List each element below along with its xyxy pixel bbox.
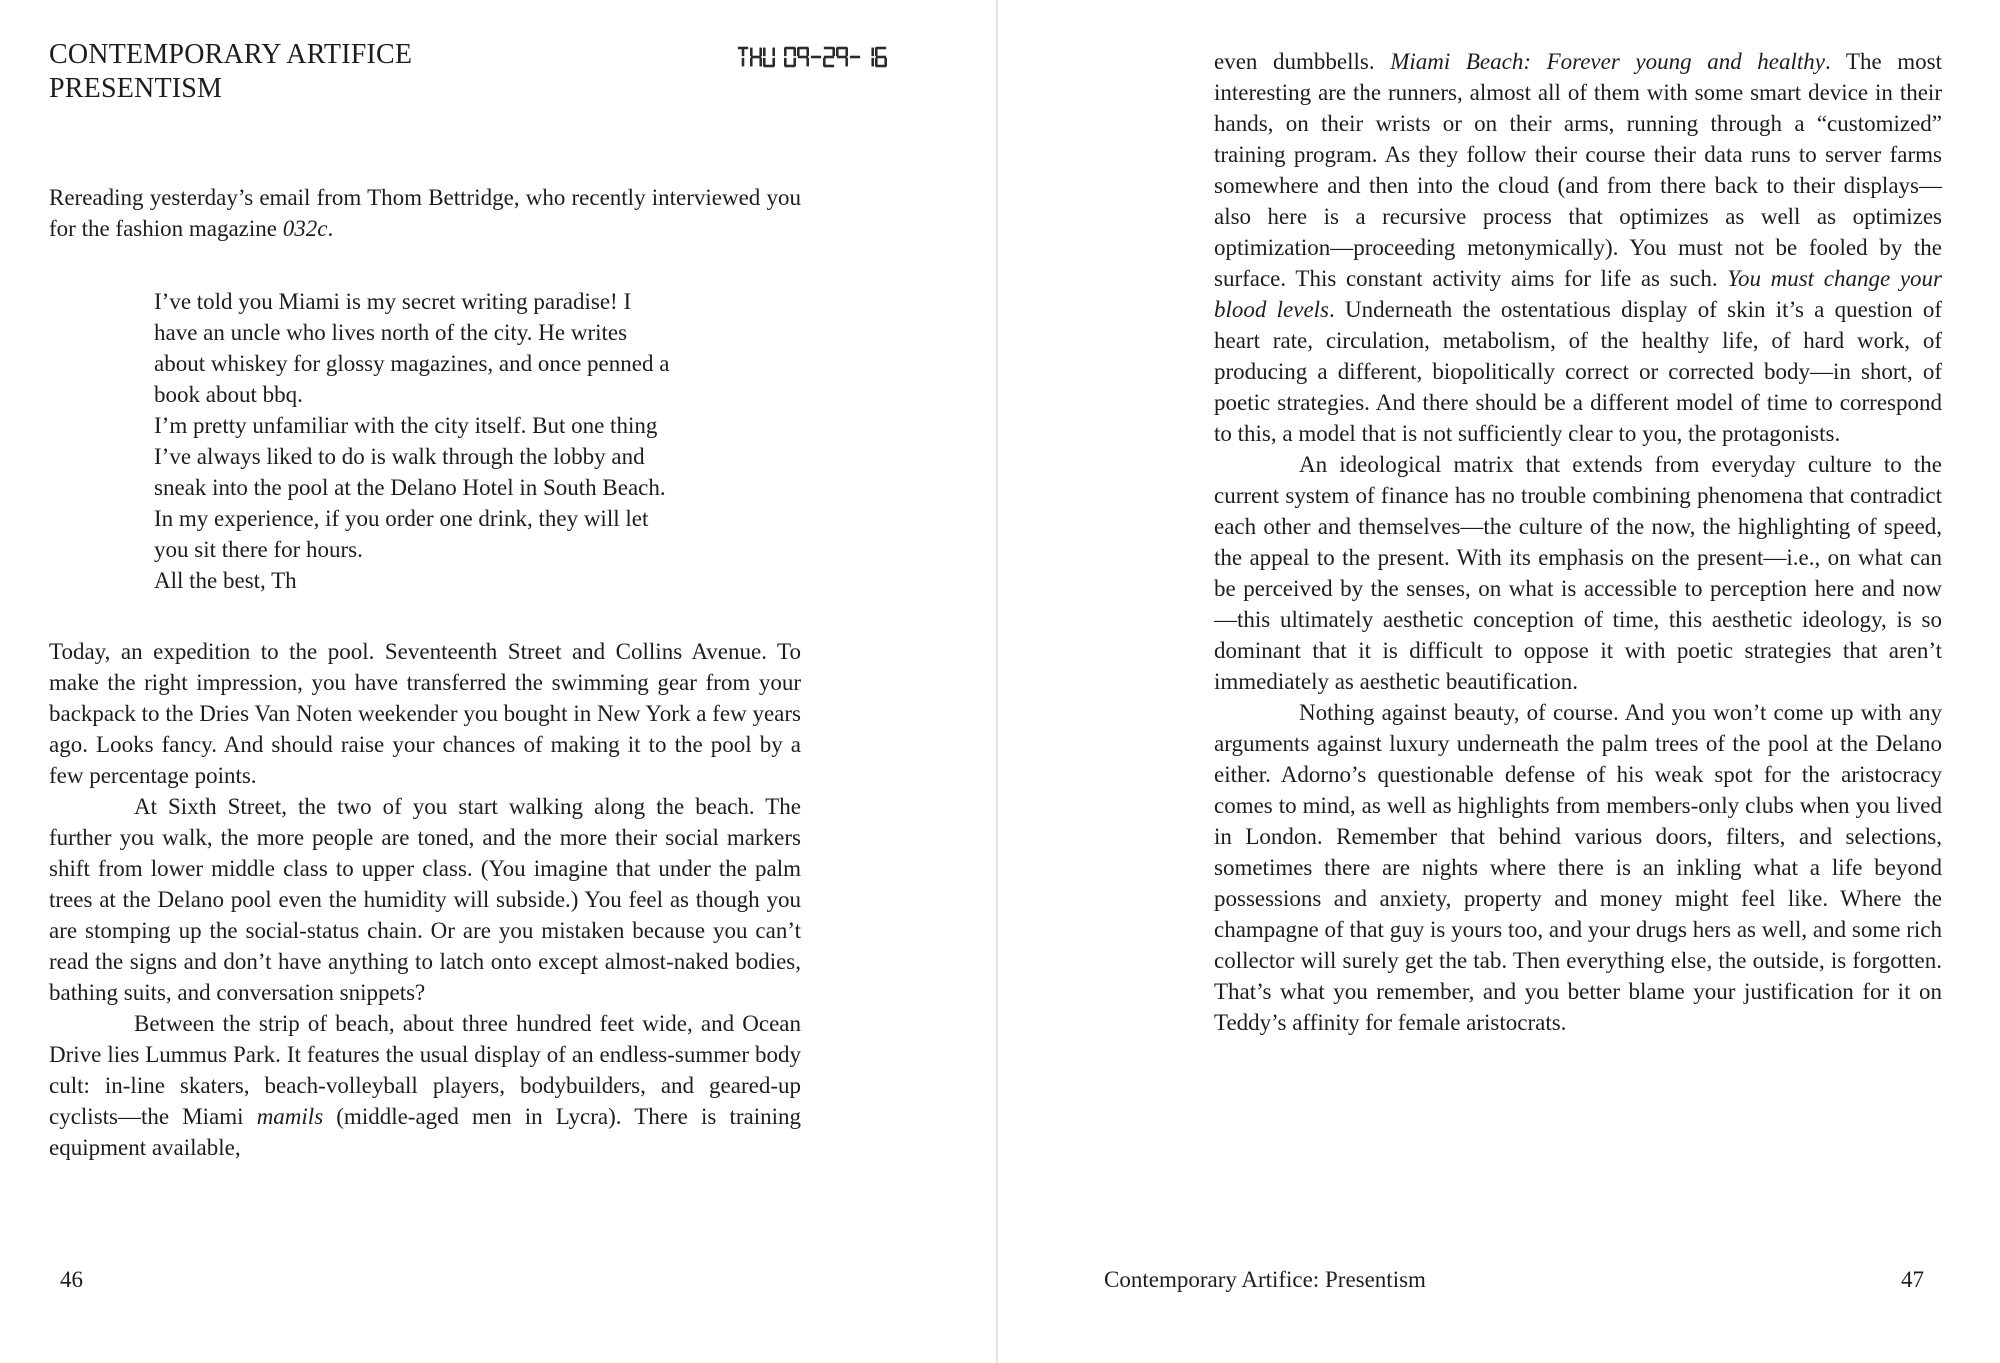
body-paragraph: Between the strip of beach, about three hundred feet wide, and Ocean Drive lies Lummus Park. It features the usual display of an endless-summer body cult: in-line skaters, beach-volleyball players, bodybuilders, and geared-up cyclists—the Miami mamils (middle-aged men in Lycra). There is training equipment available, xyxy=(49,1011,801,1160)
footer-chapter-title: Contemporary Artifice: Presentism xyxy=(1104,1267,1426,1292)
left-page-body xyxy=(49,182,801,1163)
running-footer xyxy=(1104,1264,1924,1295)
body-paragraph: Today, an expedition to the pool. Seventeenth Street and Collins Avenue. To make the right impression, you have transferred the swimming gear from your backpack to the Dries Van Noten weekender you bought in New York a few years ago. Looks fancy. And should raise your chances of making it to the pool by a few percentage points. xyxy=(49,639,801,788)
right-page-body xyxy=(1214,46,1942,1038)
page-gutter-divider xyxy=(996,0,998,1363)
email-quote xyxy=(154,286,674,596)
body-paragraph: An ideological matrix that extends from everyday culture to the current system of finance has no trouble combining phenomena that contradict each other and themselves—the culture of the now, the highlighting of speed, the appeal to the present. With its emphasis on the present—i.e., on what can be perceived by the senses, on what is accessible to perception here and now—this ultimately aesthetic conception of time, this aesthetic ideology, is so dominant that it is difficult to oppose it with poetic strategies that aren’t immediately as aesthetic beautification. xyxy=(1214,452,1942,694)
quote-paragraph-2: I’m pretty unfamiliar with the city itself. But one thing I’ve always liked to do is walk through the lobby and sneak into the pool at the Delano Hotel in South Beach. In my experience, if you order one drink, they will let you sit there for hours. xyxy=(154,413,666,562)
chapter-title xyxy=(49,38,412,106)
body-paragraph: At Sixth Street, the two of you start walking along the beach. The further you walk, the more people are toned, and the more their social markers shift from lower middle class to upper class. (You imagine that under the palm trees at the Delano pool even the humidity will subside.) You feel as though you are stomping up the social-status chain. Or are you mistaken because you can’t read the signs and don’t have anything to latch onto except almost-naked bodies, bathing suits, and conversation snippets? xyxy=(49,794,801,1005)
left-page-header xyxy=(49,38,887,106)
quote-paragraph-1: I’ve told you Miami is my secret writing paradise! I have an uncle who lives north of the city. He writes about whiskey for glossy magazines, and once penned a book about bbq. xyxy=(154,289,670,407)
lcd-date-display xyxy=(736,46,887,68)
intro-paragraph: Rereading yesterday’s email from Thom Bettridge, who recently interviewed you for the fashion magazine 032c. xyxy=(49,185,801,241)
chapter-title-line-1: CONTEMPORARY ARTIFICE xyxy=(49,39,413,70)
body-paragraph: even dumbbells. Miami Beach: Forever young and healthy. The most interesting are the runners, almost all of them with some smart device in their hands, on their wrists or on their arms, running through a “customized” training program. As they follow their course their data runs to server farms somewhere and then into the cloud (and from there back to their displays—also here is a recursive process that optimizes as well as optimizes optimization—proceeding metonymically). You must not be fooled by the surface. This constant activity aims for life as such. You must change your blood levels. Underneath the ostentatious display of skin it’s a question of heart rate, circulation, metabolism, of the healthy life, of hard work, of producing a different, biopolitically correct or corrected body—in short, of poetic strategies. And there should be a different model of time to correspond to this, a model that is not sufficiently clear to you, the protagonists. xyxy=(1214,49,1942,446)
page-number-right: 47 xyxy=(1901,1267,1924,1292)
body-paragraph: Nothing against beauty, of course. And you won’t come up with any arguments against luxury underneath the palm trees of the pool at the Delano either. Adorno’s questionable defense of his weak spot for the aristocracy comes to mind, as well as highlights from members-only clubs when you lived in London. Remember that behind various doors, filters, and selections, sometimes there are nights where there is an inkling what a life beyond possessions and anxiety, property and money might feel like. Where the champagne of that guy is yours too, and your drugs hers as well, and some rich collector will surely get the tab. Then everything else, the outside, is forgotten. That’s what you remember, and you better blame your justification for it on Teddy’s affinity for female aristocrats. xyxy=(1214,700,1942,1035)
quote-paragraph-3: All the best, Th xyxy=(154,568,297,593)
page-number-left: 46 xyxy=(60,1267,83,1292)
chapter-title-line-2: PRESENTISM xyxy=(49,73,223,104)
